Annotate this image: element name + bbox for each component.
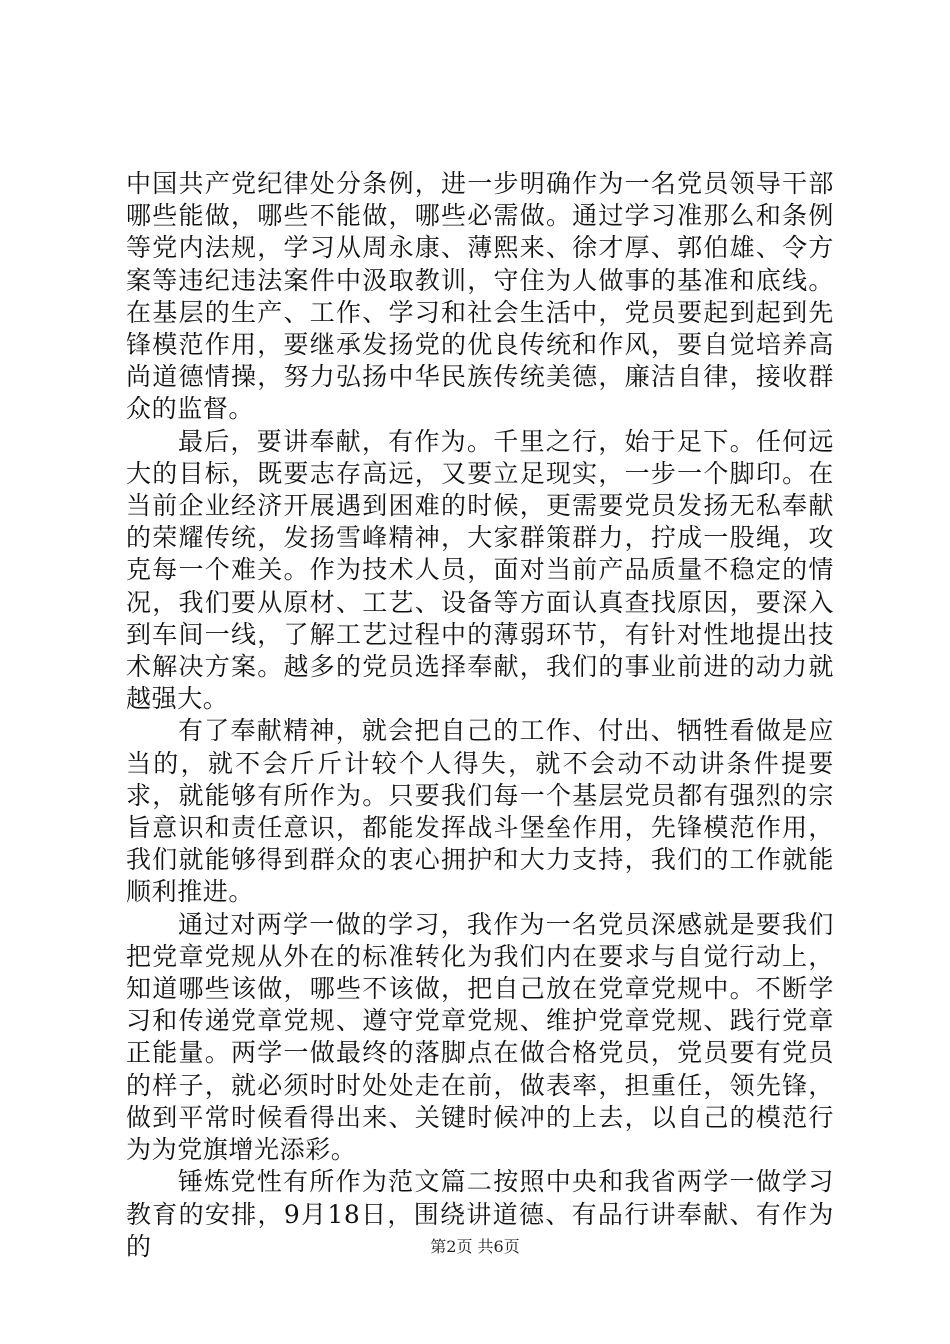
paragraph-5: 锤炼党性有所作为范文篇二按照中央和我省两学一做学习教育的安排，9月18日，围绕讲道德、有品行讲奉献、有作为的 bbox=[126, 1167, 834, 1261]
paragraph-4: 通过对两学一做的学习，我作为一名党员深感就是要我们把党章党规从外在的标准转化为我们内在要求与自觉行动上，知道哪些该做，哪些不该做，把自己放在党章党规中。不断学习和传递党章党规、遵守党章党规、维护党章党规、践行党章正能量。两学一做最终的落脚点在做合格党员，党员要有党员的样子，就必须时时处处走在前，做表率，担重任，领先锋，做到平常时候看得出来、关键时候冲的上去，以自己的模范行为为党旗增光添彩。 bbox=[126, 909, 834, 1165]
document-body bbox=[126, 168, 834, 1263]
page-number-footer: 第2页 共6页 bbox=[430, 1237, 520, 1256]
paragraph-2: 最后，要讲奉献，有作为。千里之行，始于足下。任何远大的目标，既要志存高远，又要立足现实，一步一个脚印。在当前企业经济开展遇到困难的时候，更需要党员发扬无私奉献的荣耀传统，发扬雪峰精神，大家群策群力，拧成一股绳，攻克每一个难关。作为技术人员，面对当前产品质量不稳定的情况，我们要从原材、工艺、设备等方面认真查找原因，要深入到车间一线，了解工艺过程中的薄弱环节，有针对性地提出技术解决方案。越多的党员选择奉献，我们的事业前进的动力就越强大。 bbox=[126, 426, 834, 714]
paragraph-1: 中国共产党纪律处分条例，进一步明确作为一名党员领导干部哪些能做，哪些不能做，哪些必需做。通过学习准那么和条例等党内法规，学习从周永康、薄熙来、徐才厚、郭伯雄、令方案等违纪违法案件中汲取教训，守住为人做事的基准和底线。在基层的生产、工作、学习和社会生活中，党员要起到起到先锋模范作用，要继承发扬党的优良传统和作风，要自觉培养高尚道德情操，努力弘扬中华民族传统美德，廉洁自律，接收群众的监督。 bbox=[126, 169, 834, 424]
paragraph-3: 有了奉献精神，就会把自己的工作、付出、牺牲看做是应当的，就不会斤斤计较个人得失，就不会动不动讲条件提要求，就能够有所作为。只要我们每一个基层党员都有强烈的宗旨意识和责任意识，都能发挥战斗堡垒作用，先锋模范作用，我们就能够得到群众的衷心拥护和大力支持，我们的工作就能顺利推进。 bbox=[126, 716, 834, 907]
